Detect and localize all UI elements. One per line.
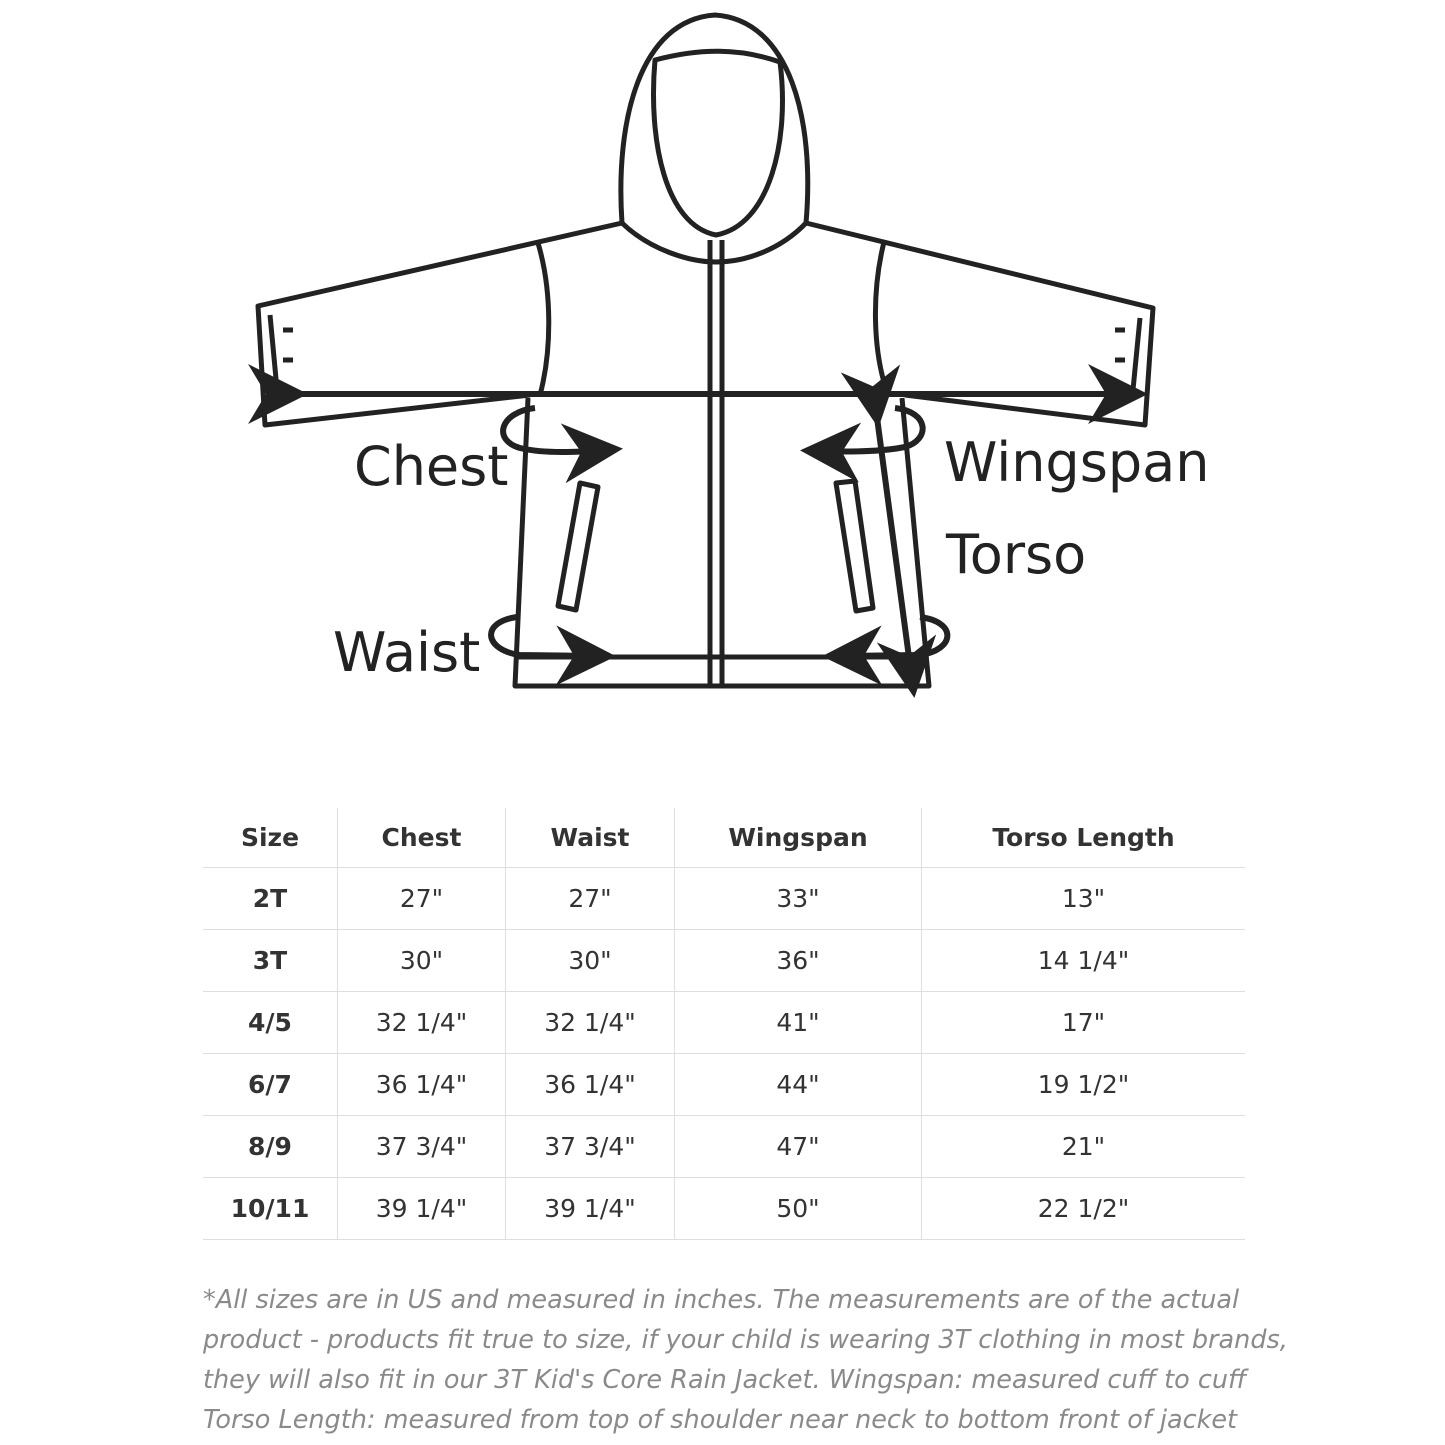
cell-waist: 39 1/4" xyxy=(506,1178,675,1240)
cell-torso-length: 19 1/2" xyxy=(922,1054,1246,1116)
table-row xyxy=(203,930,1245,992)
table-row xyxy=(203,1116,1245,1178)
cell-wingspan: 47" xyxy=(675,1116,922,1178)
cell-torso-length: 14 1/4" xyxy=(922,930,1246,992)
sizing-note xyxy=(203,1280,1288,1440)
cell-wingspan: 44" xyxy=(675,1054,922,1116)
cell-torso-length: 13" xyxy=(922,868,1246,930)
note-line: product - products fit true to size, if your child is wearing 3T clothing in most brands, xyxy=(203,1325,1288,1355)
note-line: *All sizes are in US and measured in inches. The measurements are of the actual xyxy=(203,1285,1240,1315)
table-row xyxy=(203,992,1245,1054)
waist-label: Waist xyxy=(333,621,481,684)
cell-torso-length: 21" xyxy=(922,1116,1246,1178)
waist-arrow xyxy=(491,617,598,656)
cell-wingspan: 41" xyxy=(675,992,922,1054)
cell-size: 6/7 xyxy=(203,1054,338,1116)
table-row xyxy=(203,1178,1245,1240)
cell-torso-length: 17" xyxy=(922,992,1246,1054)
cell-torso-length: 22 1/2" xyxy=(922,1178,1246,1240)
cell-chest: 30" xyxy=(338,930,506,992)
cell-wingspan: 50" xyxy=(675,1178,922,1240)
chest-label: Chest xyxy=(354,435,509,498)
cell-chest: 39 1/4" xyxy=(338,1178,506,1240)
table-row xyxy=(203,868,1245,930)
cell-chest: 32 1/4" xyxy=(338,992,506,1054)
cell-size: 4/5 xyxy=(203,992,338,1054)
header-size: Size xyxy=(203,808,338,868)
chest-arrow xyxy=(503,408,605,452)
cell-waist: 30" xyxy=(506,930,675,992)
note-line: Torso Length: measured from top of shoulder near neck to bottom front of jacket xyxy=(203,1405,1238,1435)
header-waist: Waist xyxy=(506,808,675,868)
cell-chest: 36 1/4" xyxy=(338,1054,506,1116)
header-torso-length: Torso Length xyxy=(922,808,1246,868)
note-line: they will also fit in our 3T Kid's Core Rain Jacket. Wingspan: measured cuff to cuff xyxy=(203,1365,1247,1395)
cell-size: 2T xyxy=(203,868,338,930)
size-chart-table xyxy=(203,808,1245,1240)
cell-size: 3T xyxy=(203,930,338,992)
cell-waist: 27" xyxy=(506,868,675,930)
torso-label: Torso xyxy=(946,523,1087,586)
wingspan-label: Wingspan xyxy=(944,431,1210,494)
cell-waist: 37 3/4" xyxy=(506,1116,675,1178)
table-header-row xyxy=(203,808,1245,868)
cell-size: 10/11 xyxy=(203,1178,338,1240)
cell-chest: 27" xyxy=(338,868,506,930)
header-chest: Chest xyxy=(338,808,506,868)
waist-arrow-right xyxy=(840,617,947,656)
cell-wingspan: 33" xyxy=(675,868,922,930)
cell-waist: 36 1/4" xyxy=(506,1054,675,1116)
cell-wingspan: 36" xyxy=(675,930,922,992)
header-wingspan: Wingspan xyxy=(675,808,922,868)
cell-waist: 32 1/4" xyxy=(506,992,675,1054)
cell-chest: 37 3/4" xyxy=(338,1116,506,1178)
cell-size: 8/9 xyxy=(203,1116,338,1178)
table-row xyxy=(203,1054,1245,1116)
